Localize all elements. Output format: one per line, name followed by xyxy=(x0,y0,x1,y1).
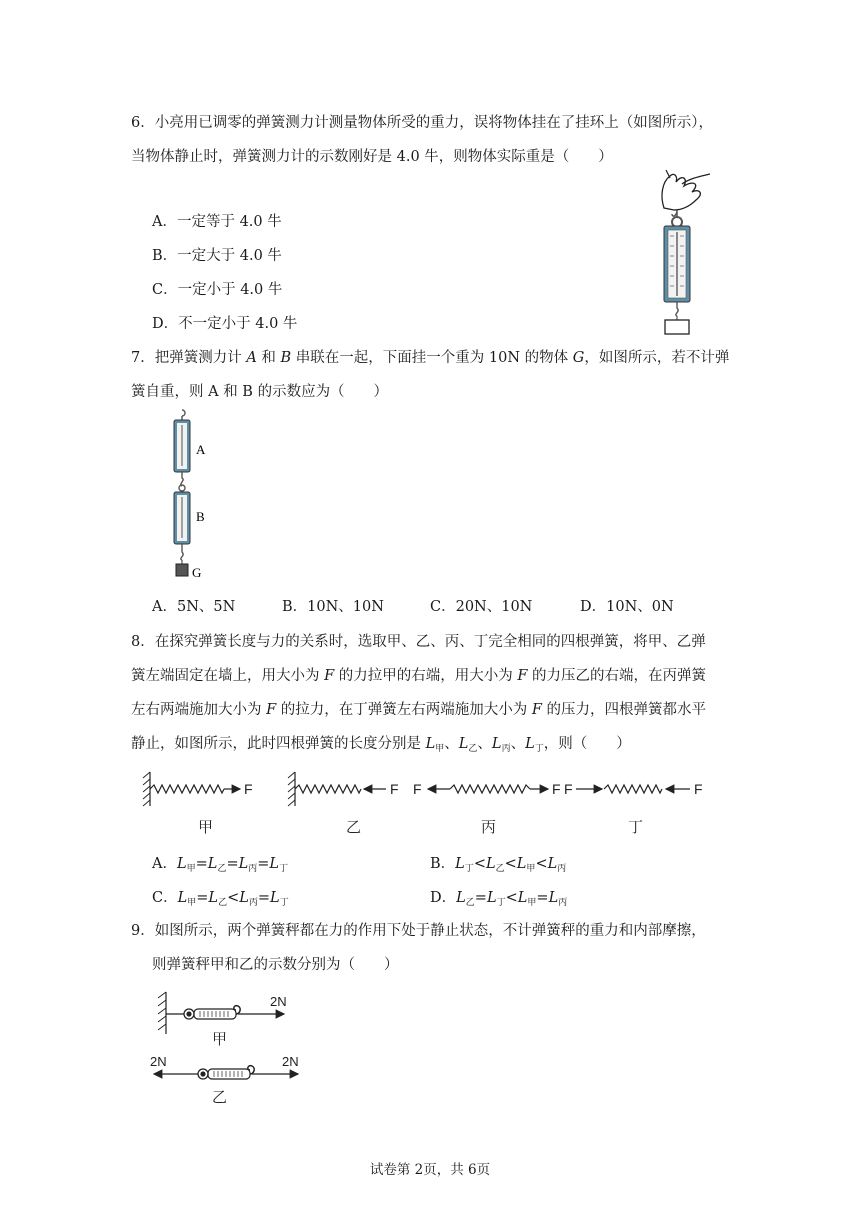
q8-option-a: A．$L_甲=L_乙=L_丙=L_丁$ xyxy=(152,856,289,874)
q8-option-c: C．$L_甲=L_乙<L_丙=L_丁$ xyxy=(152,890,289,908)
q9-figure-spring-balances xyxy=(146,984,316,1114)
q7-stem-line2: 簧自重，则 A 和 B 的示数应为（ ） xyxy=(131,384,389,400)
q6-option-c: C．一定小于 4.0 牛 xyxy=(152,282,283,298)
q7-option-d: D．10N、0N xyxy=(580,599,674,615)
page-footer: 试卷第 2页，共 6页 xyxy=(369,1162,491,1178)
q9-stem-line1: 9．如图所示，两个弹簧秤都在力的作用下处于静止状态，不计弹簧秤的重力和内部摩擦， xyxy=(131,923,706,939)
q9-label-yi: 乙 xyxy=(212,1088,228,1106)
q8-force-bing-right: F xyxy=(552,781,561,797)
q8-stem-line4: 静止，如图所示，此时四根弹簧的长度分别是 $L_甲$、$L_乙$、$L_丙$、$L_丁$，则（ ） xyxy=(131,736,631,754)
q8-stem-line3: 左右两端施加大小为 F 的拉力，在丁弹簧左右两端施加大小为 F 的压力，四根弹簧都水平 xyxy=(131,702,707,718)
q8-force-yi: F xyxy=(390,781,399,797)
q7-label-a: A xyxy=(196,442,206,457)
q8-label-jia: 甲 xyxy=(198,818,214,836)
q8-stem-line2: 簧左端固定在墙上，用大小为 F 的力拉甲的右端，用大小为 F 的力压乙的右端，在丙弹簧 xyxy=(131,668,707,684)
q8-figure-four-springs xyxy=(140,766,720,842)
q8-label-ding: 丁 xyxy=(628,818,644,836)
q6-figure-inverted-spring-scale xyxy=(642,166,722,338)
q8-label-bing: 丙 xyxy=(481,818,497,836)
q7-label-b: B xyxy=(196,509,205,524)
q9-force-jia: 2N xyxy=(270,994,287,1009)
q6-option-d: D．不一定小于 4.0 牛 xyxy=(152,316,298,332)
q7-label-g: G xyxy=(192,565,202,580)
q8-force-jia: F xyxy=(244,781,253,797)
q7-option-b: B．10N、10N xyxy=(282,599,384,615)
q8-force-ding-right: F xyxy=(694,781,703,797)
q8-option-d: D．$L_乙=L_丁<L_甲=L_丙$ xyxy=(430,890,568,908)
q8-stem-line1: 8．在探究弹簧长度与力的关系时，选取甲、乙、丙、丁完全相同的四根弹簧，将甲、乙弹 xyxy=(131,634,706,650)
q7-stem-line1: 7．把弹簧测力计 A 和 B 串联在一起，下面挂一个重为 10N 的物体 G，如图所示，若不计弹 xyxy=(131,350,730,366)
q9-label-jia: 甲 xyxy=(212,1030,228,1048)
q9-force-yi-right: 2N xyxy=(282,1054,299,1069)
q8-force-bing-left: F xyxy=(413,781,422,797)
q6-stem-line1: 6．小亮用已调零的弹簧测力计测量物体所受的重力，误将物体挂在了挂环上（如图所示）， xyxy=(131,115,713,131)
q8-option-b: B．$L_丁<L_乙<L_甲<L_丙$ xyxy=(430,856,567,874)
q9-force-yi-left: 2N xyxy=(150,1054,167,1069)
q6-stem-line2: 当物体静止时，弹簧测力计的示数刚好是 4.0 牛，则物体实际重是（ ） xyxy=(131,149,613,165)
q6-option-b: B．一定大于 4.0 牛 xyxy=(152,248,282,264)
q6-option-a: A．一定等于 4.0 牛 xyxy=(152,214,282,230)
q9-stem-line2: 则弹簧秤甲和乙的示数分别为（ ） xyxy=(152,957,399,973)
q7-figure-series-spring-scales xyxy=(166,408,226,582)
q7-option-c: C．20N、10N xyxy=(430,599,533,615)
q8-label-yi: 乙 xyxy=(346,818,362,836)
q7-option-a: A．5N、5N xyxy=(152,599,236,615)
q8-force-ding-left: F xyxy=(564,781,573,797)
